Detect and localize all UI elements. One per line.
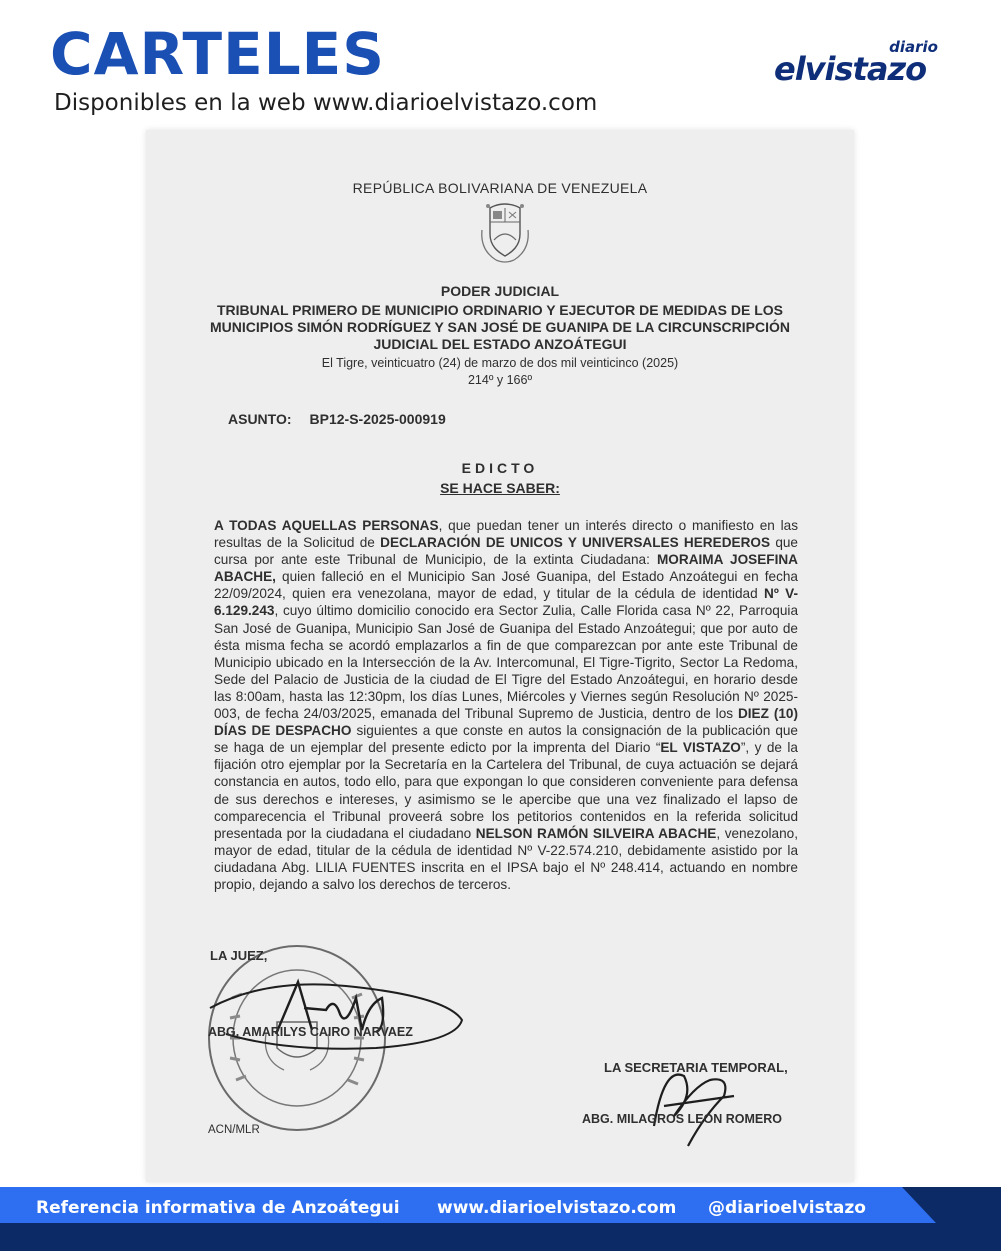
- secretary-name: ABG. MILAGROS LEON ROMERO: [582, 1112, 782, 1126]
- body-bold-6: EL VISTAZO: [660, 740, 741, 756]
- body-bold-7: NELSON RAMÓN SILVEIRA ABACHE: [475, 825, 717, 841]
- body-text-4: , cuyo último domicilio conocido era Sector Zulia, Calle Florida casa Nº 22, Parroquia San José de Guanipa, Municipio San José de Guanipa del Estado Anzoátegui; que por auto de ésta misma fecha se acordó emplazarlos a fin de que comparezcan por ante este Tribunal de Municipio ubicado en la Intersección de la Av. Intercomunal, El Tigre-Tigrito, Sector La Redoma, Sede del Palacio de Justicia de la ciudad de El Tigre del Estado Anzoátegui, en horario desde las 8:00am, hasta las 12:30pm, los días Lunes, Miércoles y Viernes según Resolución Nº 2025-003, de fecha 24/03/2025, emanada del Tribunal Supremo de Justicia, dentro de los: [214, 603, 798, 722]
- asunto-value: BP12-S-2025-000919: [309, 411, 446, 427]
- judge-label: LA JUEZ,: [210, 948, 268, 963]
- body-text-5: siguientes a que conste en autos la consignación de la publicación que se haga de un ejemplar del presente edicto por la imprenta del Diario “: [214, 723, 798, 756]
- judge-signature-icon: [206, 968, 468, 1058]
- body-bold-3: MORAIMA JOSEFINA ABACHE,: [214, 552, 798, 585]
- body-bold-5: DIEZ (10) DÍAS DE DESPACHO: [214, 706, 798, 739]
- edict-document: [146, 130, 854, 1182]
- logo-main-text: elvistazo: [774, 50, 927, 88]
- footer-handle-link[interactable]: @diarioelvistazo: [708, 1198, 866, 1218]
- poder-judicial-heading: PODER JUDICIAL: [440, 283, 560, 299]
- logo-small-text: diario: [889, 38, 938, 56]
- place-date: El Tigre, veinticuatro (24) de marzo de dos mil veinticinco (2025): [321, 356, 679, 370]
- tribunal-heading: TRIBUNAL PRIMERO DE MUNICIPIO ORDINARIO Y EJECUTOR DE MEDIDAS DE LOS MUNICIPIOS SIMÓN RODRÍGUEZ Y SAN JOSÉ DE GUANIPA DE LA CIRCUNSCRIPCIÓN JUDICIAL DEL ESTADO ANZOÁTEGUI: [209, 302, 791, 352]
- page-title: CARTELES: [50, 20, 386, 88]
- brand-logo[interactable]: [770, 38, 950, 88]
- body-bold-2: DECLARACIÓN DE UNICOS Y UNIVERSALES HEREDEROS: [380, 535, 771, 551]
- footer-tagline: Referencia informativa de Anzoátegui: [36, 1198, 400, 1218]
- body-text-7: , venezolano, mayor de edad, titular de la cédula de identidad Nº V-22.574.210, debidamente asistido por la ciudadana Abg. LILIA FUENTES inscrita en el IPSA bajo el Nº 248.414, actuando en nombre propio, dejando a salvo los derechos de terceros.: [214, 825, 799, 892]
- se-hace-saber-heading: SE HACE SABER:: [440, 480, 560, 496]
- asunto-label: ASUNTO:: [228, 411, 292, 427]
- body-text-6: ”, y de la fijación otro ejemplar por la Secretaría en la Cartelera del Tribunal, de cuya actuación se dejará constancia en autos, todo ello, para que expongan lo que consideren conveniente para defensa de sus derechos e intereses, y asimismo se le apercibe que una vez finalizado el lapso de comparecencia el Tribunal proveerá sobre los petitorios contenidos en la referida solicitud presentada por la ciudadana el ciudadano: [214, 740, 798, 841]
- edicto-heading: EDICTO: [461, 460, 539, 476]
- coat-of-arms-icon: [476, 200, 534, 266]
- body-bold-4: Nº V-6.129.243: [214, 586, 798, 619]
- judge-name: ABG. AMARILYS CAIRO NARVAEZ: [208, 1025, 413, 1039]
- republic-heading: REPÚBLICA BOLIVARIANA DE VENEZUELA: [352, 180, 648, 196]
- secretary-label: LA SECRETARIA TEMPORAL,: [604, 1060, 788, 1075]
- body-text-2: que cursa por ante este Tribunal de Municipio, de la extinta Ciudadana:: [214, 535, 798, 568]
- footer-website-link[interactable]: www.diarioelvistazo.com: [437, 1198, 677, 1218]
- body-bold-1: A TODAS AQUELLAS PERSONAS: [214, 518, 439, 533]
- body-text-3: quien falleció en el Municipio San José Guanipa, del Estado Anzoátegui en fecha 22/09/2024, quien era venezolana, mayor de edad, y titular de la cédula de identidad: [214, 569, 798, 602]
- initials: ACN/MLR: [208, 1124, 260, 1136]
- page-subtitle: Disponibles en la web www.diarioelvistazo.com: [54, 90, 598, 116]
- asunto-line: [228, 411, 446, 427]
- edict-body: [214, 517, 798, 893]
- body-text-1: , que puedan tener un interés directo o manifiesto en las resultas de la Solicitud de: [214, 518, 799, 551]
- years-line: 214º y 166º: [467, 373, 533, 387]
